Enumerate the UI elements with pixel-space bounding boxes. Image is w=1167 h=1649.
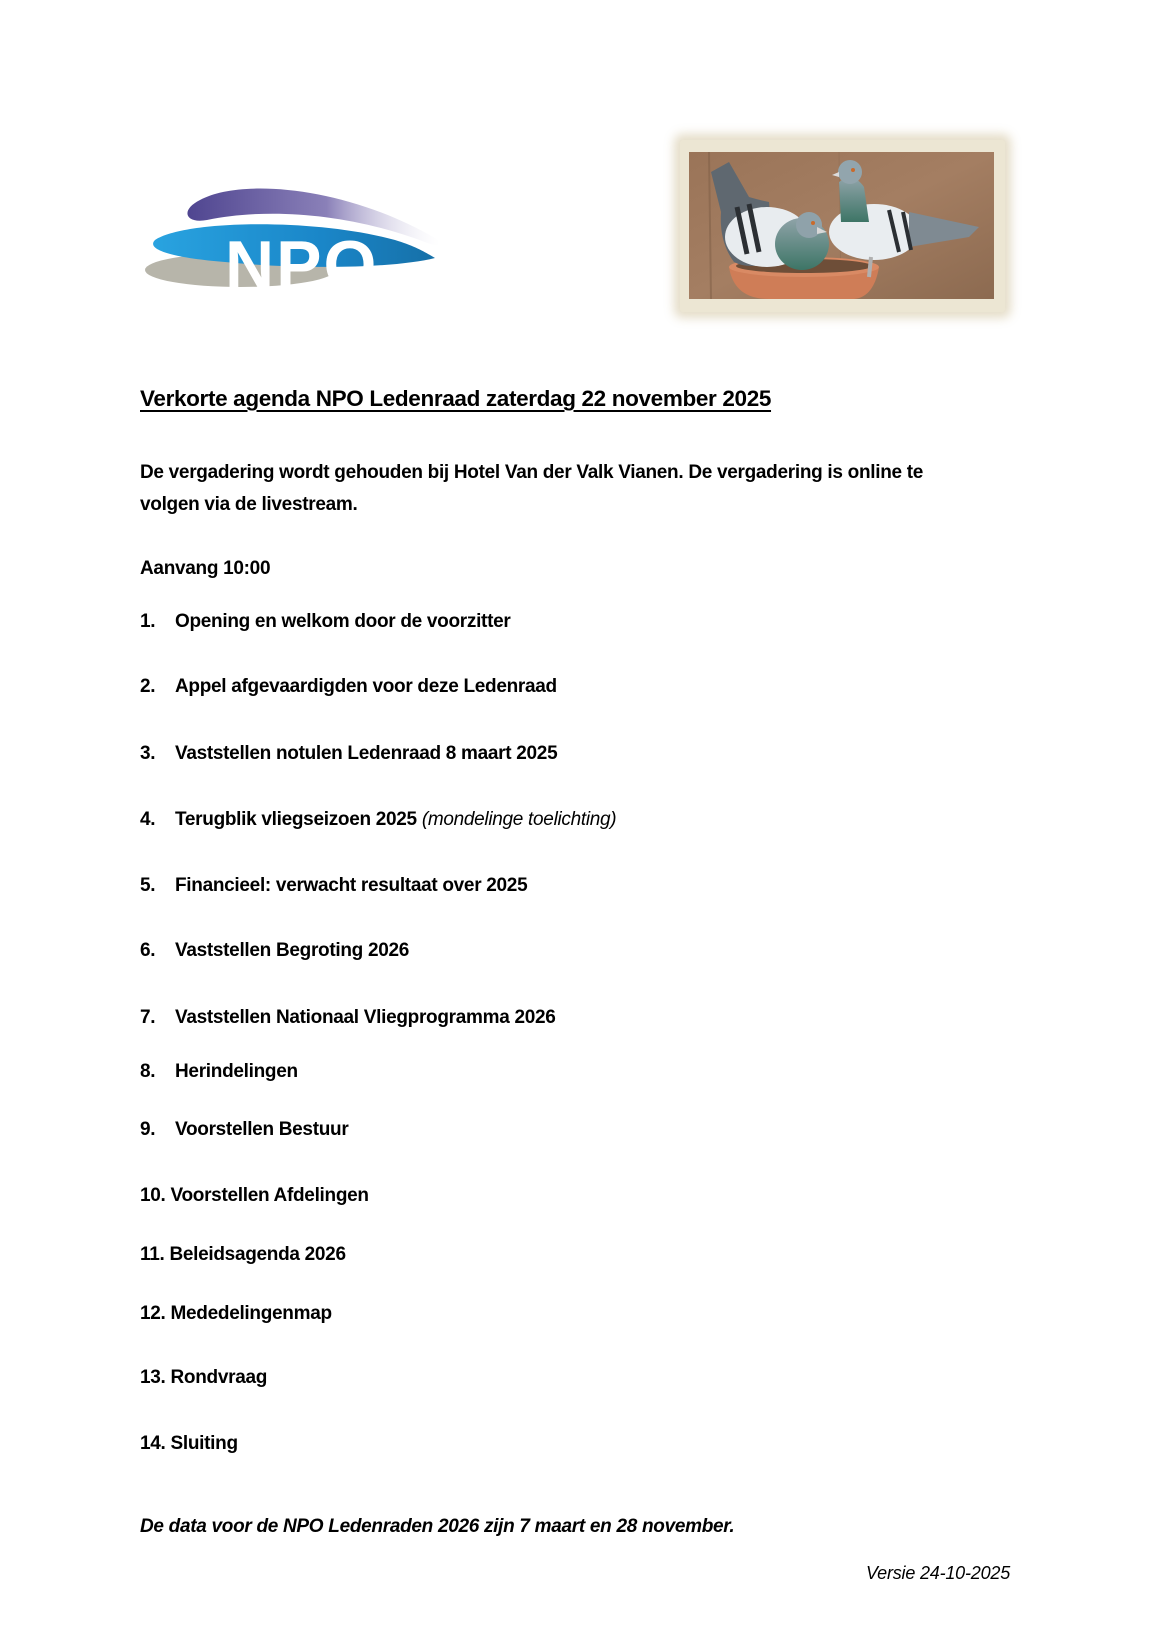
agenda-text: Vaststellen Nationaal Vliegprogramma 2026: [175, 1007, 556, 1028]
agenda-text: Opening en welkom door de voorzitter: [175, 611, 511, 632]
agenda-number: 2.: [140, 676, 156, 697]
agenda-text: Mededelingenmap: [170, 1303, 332, 1324]
agenda-text: Rondvraag: [170, 1367, 268, 1388]
agenda-number: 13.: [140, 1367, 166, 1388]
agenda-item-6: [140, 938, 409, 964]
agenda-item-5: [140, 873, 527, 899]
agenda-item-9: [140, 1117, 348, 1143]
agenda-item-10: [140, 1183, 369, 1209]
agenda-text: Appel afgevaardigden voor deze Ledenraad: [175, 676, 557, 697]
agenda-text: Herindelingen: [175, 1061, 298, 1082]
agenda-item-7: [140, 1005, 556, 1031]
agenda-text: Vaststellen Begroting 2026: [175, 940, 410, 961]
agenda-text: Financieel: verwacht resultaat over 2025: [175, 875, 528, 896]
pigeon-photo: [689, 152, 994, 299]
agenda-text: Voorstellen Bestuur: [175, 1119, 349, 1140]
intro-line-2: volgen via de livestream.: [140, 494, 358, 515]
agenda-number: 8.: [140, 1061, 156, 1082]
agenda-item-3: [140, 741, 557, 767]
pigeon-photo-frame: [680, 140, 1005, 312]
agenda-note: (mondelinge toelichting): [421, 809, 617, 830]
agenda-text: Sluiting: [170, 1433, 238, 1454]
agenda-number: 5.: [140, 875, 156, 896]
agenda-number: 7.: [140, 1007, 156, 1028]
agenda-item-14: [140, 1431, 238, 1457]
agenda-text: Vaststellen notulen Ledenraad 8 maart 2025: [175, 743, 558, 764]
agenda-item-1: [140, 609, 510, 635]
agenda-number: 3.: [140, 743, 156, 764]
agenda-item-8: [140, 1059, 298, 1085]
agenda-number: 4.: [140, 809, 156, 830]
agenda-number: 9.: [140, 1119, 156, 1140]
svg-text:NPO: NPO: [225, 227, 379, 298]
agenda-item-13: [140, 1365, 267, 1391]
version-label: Versie 24-10-2025: [866, 1563, 1011, 1583]
agenda-number: 10.: [140, 1185, 166, 1206]
start-time: Aanvang 10:00: [140, 558, 271, 579]
agenda-item-11: [140, 1242, 346, 1268]
agenda-item-2: [140, 674, 557, 700]
agenda-number: 11.: [140, 1244, 165, 1265]
footer-note: De data voor de NPO Ledenraden 2026 zijn 7 maart en 28 november.: [140, 1516, 735, 1537]
agenda-number: 1.: [140, 611, 156, 632]
intro-line-1: De vergadering wordt gehouden bij Hotel Van der Valk Vianen. De vergadering is online te: [140, 462, 924, 483]
agenda-text: Beleidsagenda 2026: [169, 1244, 346, 1265]
agenda-item-12: [140, 1301, 332, 1327]
agenda-number: 12.: [140, 1303, 166, 1324]
npo-logo-icon: [145, 178, 465, 298]
agenda-text: Voorstellen Afdelingen: [170, 1185, 369, 1206]
agenda-number: 6.: [140, 940, 156, 961]
agenda-number: 14.: [140, 1433, 166, 1454]
pigeon-photo-icon: [689, 152, 994, 299]
intro-paragraph: [140, 457, 1030, 521]
agenda-item-4: [140, 807, 616, 833]
page-title: Verkorte agenda NPO Ledenraad zaterdag 22 november 2025: [140, 386, 772, 411]
npo-logo: [145, 178, 465, 298]
agenda-text: Terugblik vliegseizoen 2025: [175, 809, 417, 830]
